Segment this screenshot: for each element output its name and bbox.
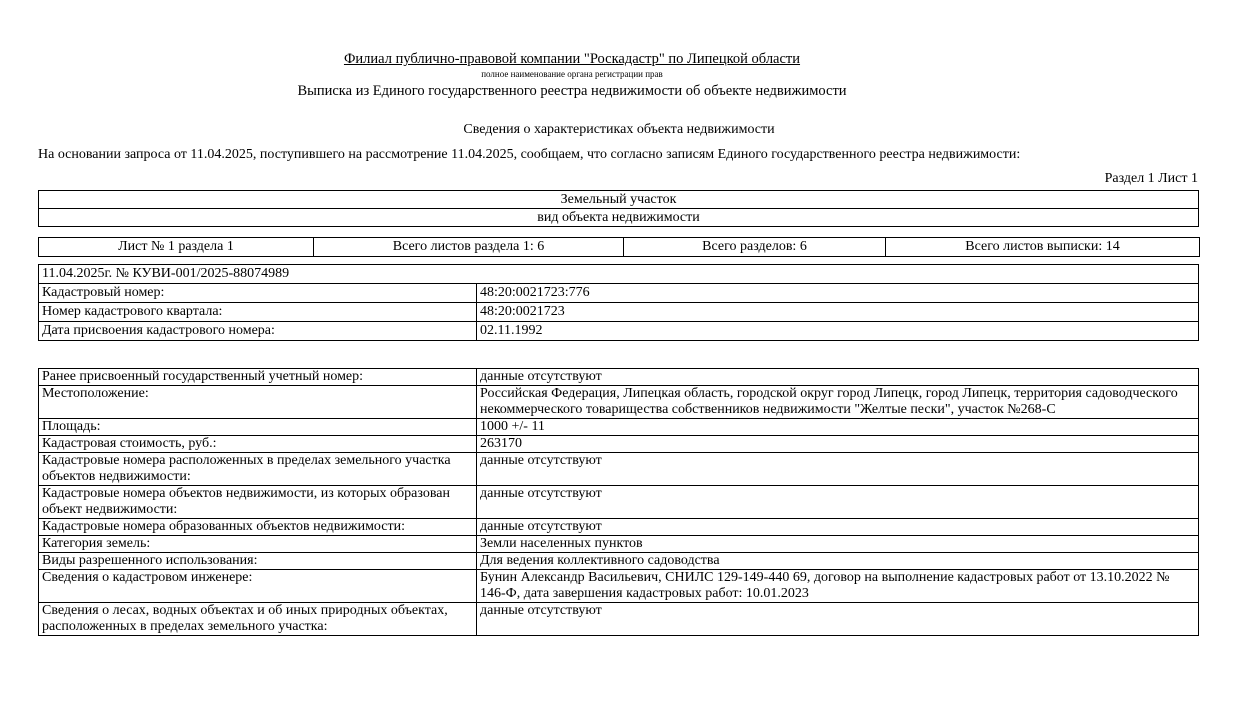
row-label: Кадастровый номер:: [39, 284, 477, 303]
object-type-value: Земельный участок: [39, 191, 1199, 209]
row-value: 1000 +/- 11: [477, 419, 1199, 436]
table-row: [39, 303, 1199, 322]
table-row: [39, 322, 1199, 341]
document-title: Выписка из Единого государственного реестра недвижимости об объекте недвижимости: [297, 83, 847, 99]
row-label: Сведения о лесах, водных объектах и об иных природных объектах, расположенных в пределах земельного участка:: [39, 603, 477, 636]
table-row: [39, 453, 1199, 486]
extract-sheets-total: Всего листов выписки: 14: [886, 238, 1200, 257]
table-row: [39, 369, 1199, 386]
row-value: данные отсутствуют: [477, 453, 1199, 486]
row-label: Виды разрешенного использования:: [39, 553, 477, 570]
row-value: Для ведения коллективного садоводства: [477, 553, 1199, 570]
row-label: Кадастровая стоимость, руб.:: [39, 436, 477, 453]
table-row: [39, 553, 1199, 570]
row-value: данные отсутствуют: [477, 519, 1199, 536]
table-row: [39, 603, 1199, 636]
table-row: [39, 486, 1199, 519]
row-label: Ранее присвоенный государственный учетный номер:: [39, 369, 477, 386]
agency-caption: полное наименование органа регистрации прав: [481, 69, 663, 79]
row-value: данные отсутствуют: [477, 369, 1199, 386]
table-row: [39, 284, 1199, 303]
row-value: 263170: [477, 436, 1199, 453]
intro-text: На основании запроса от 11.04.2025, поступившего на рассмотрение 11.04.2025, сообщаем, что согласно записям Единого государственного реестра недвижимости:: [38, 147, 1021, 162]
row-value: 02.11.1992: [477, 322, 1199, 341]
row-value: Земли населенных пунктов: [477, 536, 1199, 553]
section-sheets-total: Всего листов раздела 1: 6: [314, 238, 624, 257]
row-label: Категория земель:: [39, 536, 477, 553]
row-label: Дата присвоения кадастрового номера:: [39, 322, 477, 341]
identifiers-table: [38, 264, 1199, 341]
row-label: Номер кадастрового квартала:: [39, 303, 477, 322]
sheet-reference: Раздел 1 Лист 1: [1104, 171, 1198, 186]
record-number: 11.04.2025г. № КУВИ-001/2025-88074989: [39, 265, 1199, 284]
table-row: [39, 536, 1199, 553]
row-value: 48:20:0021723:776: [477, 284, 1199, 303]
object-type-caption: вид объекта недвижимости: [39, 209, 1199, 227]
details-table: [38, 368, 1199, 636]
section-title: Сведения о характеристиках объекта недвижимости: [463, 122, 775, 137]
table-row: [39, 519, 1199, 536]
table-row: [39, 419, 1199, 436]
sheet-info-table: [38, 237, 1200, 257]
table-row: [39, 436, 1199, 453]
row-value: 48:20:0021723: [477, 303, 1199, 322]
table-row: [39, 386, 1199, 419]
agency-name: Филиал публично-правовой компании "Роскадастр" по Липецкой области: [343, 51, 801, 67]
table-row: [39, 570, 1199, 603]
object-type-table: [38, 190, 1199, 227]
row-label: Кадастровые номера образованных объектов недвижимости:: [39, 519, 477, 536]
row-value: данные отсутствуют: [477, 603, 1199, 636]
row-label: Кадастровые номера расположенных в пределах земельного участка объектов недвижимости:: [39, 453, 477, 486]
row-label: Кадастровые номера объектов недвижимости, из которых образован объект недвижимости:: [39, 486, 477, 519]
sections-total: Всего разделов: 6: [624, 238, 886, 257]
row-value: Российская Федерация, Липецкая область, городской округ город Липецк, город Липецк, территория садоводческого некоммерческого товарищества собственников недвижимости "Желтые пески", участок №268-С: [477, 386, 1199, 419]
row-value: Бунин Александр Васильевич, СНИЛС 129-149-440 69, договор на выполнение кадастровых работ от 13.10.2022 № 146-Ф, дата завершения кадастровых работ: 10.01.2023: [477, 570, 1199, 603]
row-label: Местоположение:: [39, 386, 477, 419]
sheet-number: Лист № 1 раздела 1: [39, 238, 314, 257]
row-label: Сведения о кадастровом инженере:: [39, 570, 477, 603]
row-value: данные отсутствуют: [477, 486, 1199, 519]
row-label: Площадь:: [39, 419, 477, 436]
